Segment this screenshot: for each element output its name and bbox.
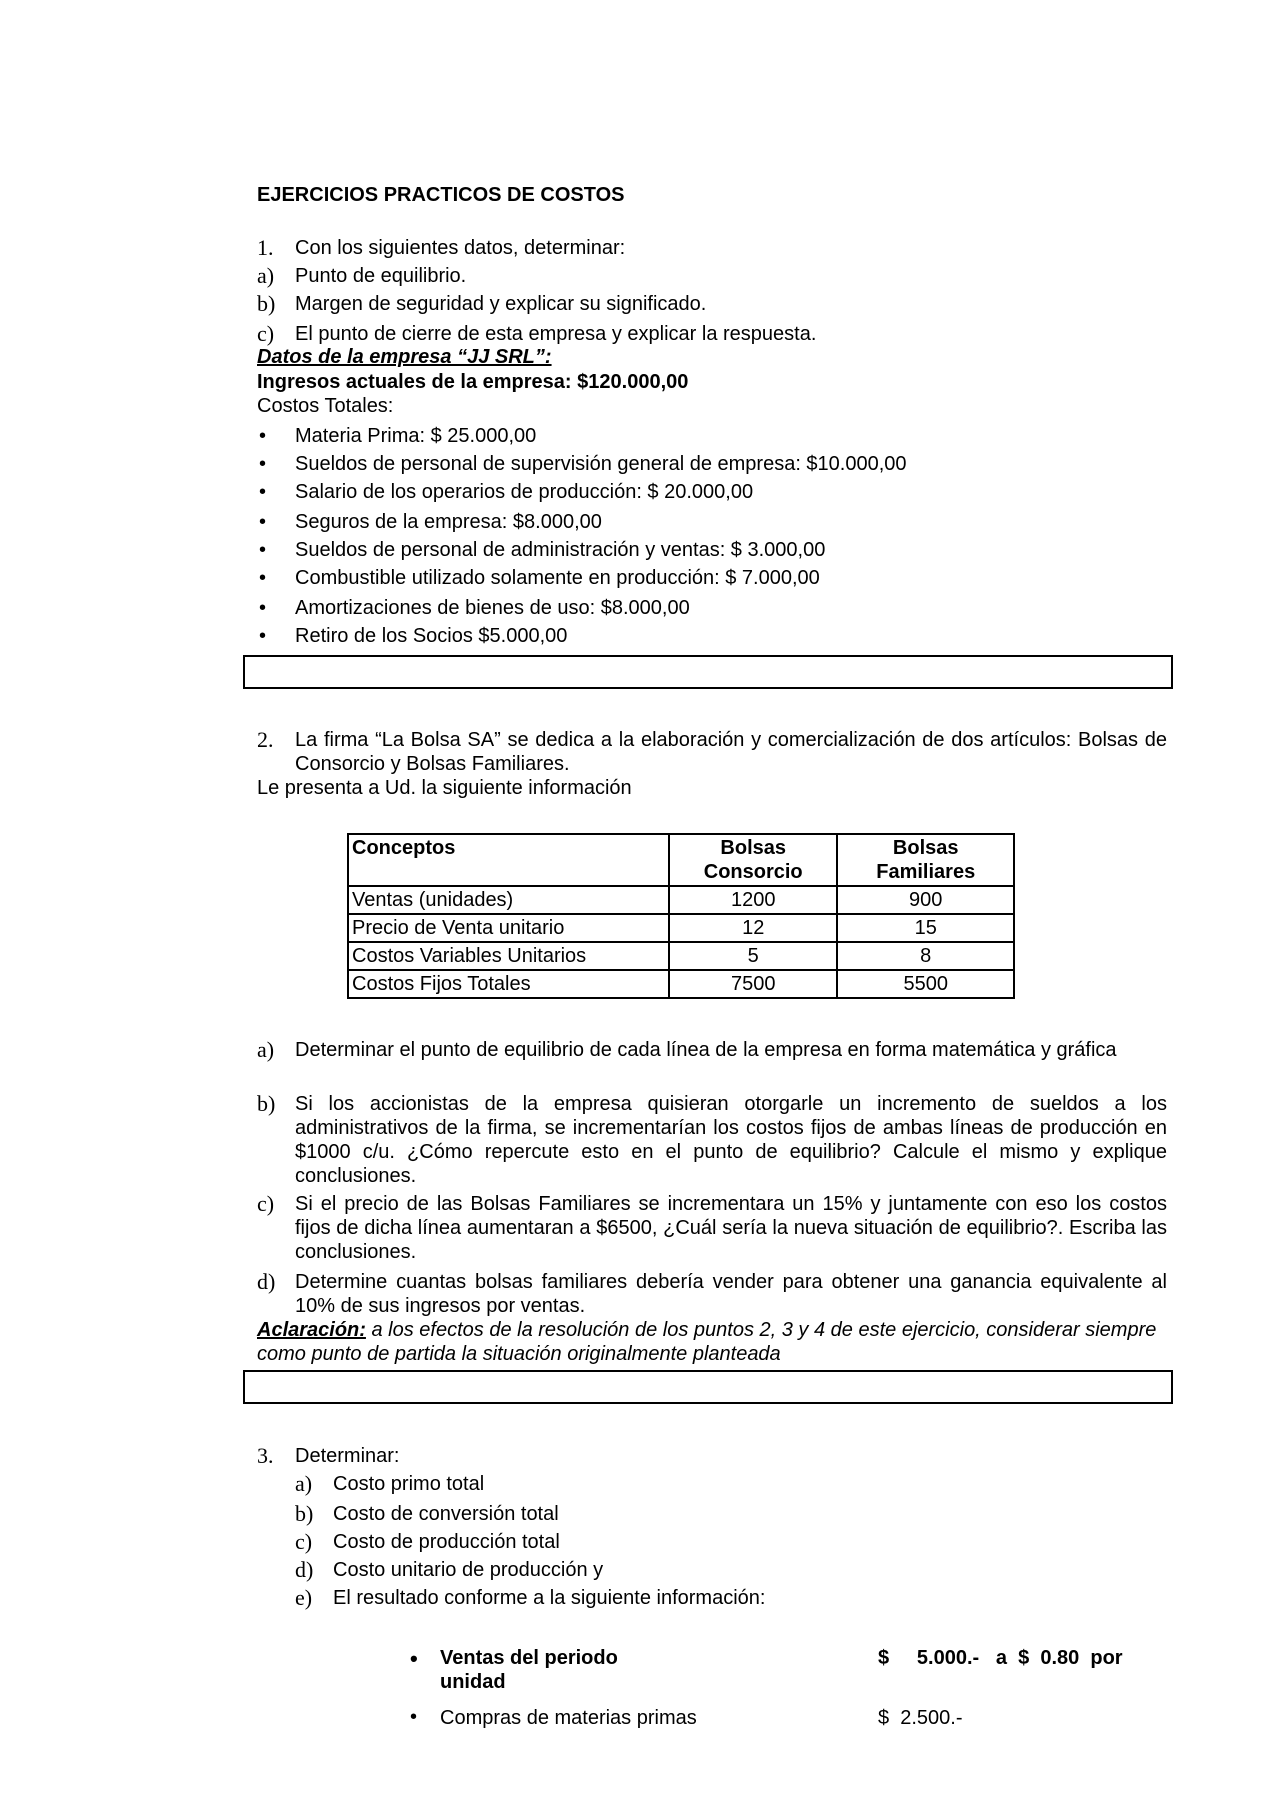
cost-text: Retiro de los Socios $5.000,00 (295, 625, 568, 647)
ex2-presenta: Le presenta a Ud. la siguiente información (257, 777, 632, 799)
table-cell: Ventas (unidades) (348, 886, 669, 914)
aclaracion-text: a los efectos de la resolución de los puntos 2, 3 y 4 de este ejercicio, considerar siempre como punto de partida la situación originalmente planteada (257, 1319, 1157, 1365)
bullet-icon: • (259, 539, 267, 561)
list-marker: c) (295, 1529, 313, 1554)
info-label: Compras de materias primas (440, 1707, 697, 1729)
table-row (348, 970, 1014, 998)
bullet-icon: • (259, 481, 267, 503)
separator-box (243, 655, 1173, 689)
table-cell: 12 (669, 914, 838, 942)
list-item-text: El resultado conforme a la siguiente información: (333, 1587, 766, 1609)
ex2-aclaracion (257, 1318, 1167, 1366)
page-title: EJERCICIOS PRACTICOS DE COSTOS (257, 184, 625, 206)
list-item-text: Determine cuantas bolsas familiares debería vender para obtener una ganancia equivalente al 10% de sus ingresos por ventas. (295, 1271, 1167, 1317)
bullet-icon: • (259, 425, 267, 447)
list-item-text: Determinar el punto de equilibrio de cada línea de la empresa en forma matemática y gráfica (295, 1039, 1117, 1061)
company-data-heading: Datos de la empresa “JJ SRL”: (257, 346, 552, 368)
table-row (348, 914, 1014, 942)
ex1-data-title (257, 345, 1167, 369)
info-label: Ventas del periodo unidad (440, 1647, 618, 1693)
table-cell: 5 (669, 942, 838, 970)
list-item-text: Si el precio de las Bolsas Familiares se incrementara un 15% y juntamente con eso los costos fijos de dicha línea aumentaran a $6500, ¿Cuál sería la nueva situación de equilibrio?. Escriba las conclusiones. (295, 1193, 1167, 1263)
table-cell: 7500 (669, 970, 838, 998)
bullet-icon: • (410, 1706, 418, 1728)
table-header-cell: Bolsas Familiares (837, 834, 1014, 886)
list-marker: a) (257, 1037, 275, 1062)
ex1-intro-text: Con los siguientes datos, determinar: (295, 237, 626, 259)
list-marker: e) (295, 1585, 313, 1610)
list-marker: d) (295, 1557, 314, 1582)
table-cell: 8 (837, 942, 1014, 970)
list-item-text: Costo unitario de producción y (333, 1559, 604, 1581)
table-cell: Precio de Venta unitario (348, 914, 669, 942)
cost-text: Sueldos de personal de supervisión general de empresa: $10.000,00 (295, 453, 907, 475)
list-item-text: Punto de equilibrio. (295, 265, 467, 287)
table-header-cell: Conceptos (348, 834, 669, 886)
list-marker: a) (295, 1471, 313, 1496)
list-marker: c) (257, 321, 275, 346)
table-cell: 15 (837, 914, 1014, 942)
list-marker: d) (257, 1269, 276, 1294)
list-item-text: El punto de cierre de esta empresa y explicar la respuesta. (295, 323, 817, 345)
list-item-text: Costo de producción total (333, 1531, 560, 1553)
info-value: $ 2.500.- (878, 1707, 963, 1729)
table-row (348, 886, 1014, 914)
list-marker: c) (257, 1191, 275, 1216)
ex3-intro-text: Determinar: (295, 1445, 400, 1467)
list-marker: b) (257, 291, 276, 316)
list-marker: b) (295, 1501, 314, 1526)
bullet-icon: • (259, 567, 267, 589)
cost-text: Seguros de la empresa: $8.000,00 (295, 511, 602, 533)
info-value: $ 5.000.- a $ 0.80 por (878, 1647, 1123, 1669)
list-item-text: Margen de seguridad y explicar su significado. (295, 293, 707, 315)
cost-text: Amortizaciones de bienes de uso: $8.000,00 (295, 597, 690, 619)
table-row (348, 942, 1014, 970)
separator-box (243, 1370, 1173, 1404)
bullet-icon: • (259, 597, 267, 619)
table-header-row (348, 834, 1014, 886)
bullet-icon: • (410, 1646, 418, 1671)
ex1-number: 1. (257, 235, 274, 260)
cost-text: Materia Prima: $ 25.000,00 (295, 425, 537, 447)
table-cell: Costos Variables Unitarios (348, 942, 669, 970)
aclaracion-label: Aclaración: (257, 1319, 366, 1341)
bullet-icon: • (259, 453, 267, 475)
table-cell: Costos Fijos Totales (348, 970, 669, 998)
ex3-number: 3. (257, 1443, 274, 1468)
list-item-text: Costo de conversión total (333, 1503, 559, 1525)
list-marker: b) (257, 1091, 276, 1116)
list-item-text: Si los accionistas de la empresa quisieran otorgarle un incremento de sueldos a los administrativos de la firma, se incrementarían los costos fijos de ambas líneas de producción en $1000 c/u. ¿Cómo repercute esto en el punto de equilibrio? Calcule el mismo y explique conclusiones. (295, 1093, 1167, 1187)
cost-text: Sueldos de personal de administración y ventas: $ 3.000,00 (295, 539, 826, 561)
list-marker: a) (257, 263, 275, 288)
ex2-number: 2. (257, 727, 274, 752)
list-item-text: Costo primo total (333, 1473, 485, 1495)
table-cell: 1200 (669, 886, 838, 914)
table-cell: 5500 (837, 970, 1014, 998)
cost-text: Combustible utilizado solamente en producción: $ 7.000,00 (295, 567, 820, 589)
bullet-icon: • (259, 625, 267, 647)
bullet-icon: • (259, 511, 267, 533)
ex1-ingresos: Ingresos actuales de la empresa: $120.000,00 (257, 371, 689, 393)
table-header-cell: Bolsas Consorcio (669, 834, 838, 886)
products-table (347, 833, 1015, 999)
cost-text: Salario de los operarios de producción: $ 20.000,00 (295, 481, 754, 503)
table-cell: 900 (837, 886, 1014, 914)
ex1-costos-label: Costos Totales: (257, 395, 394, 417)
ex2-intro-text: La firma “La Bolsa SA” se dedica a la elaboración y comercialización de dos artículos: Bolsas de Consorcio y Bolsas Familiares. (295, 729, 1167, 775)
